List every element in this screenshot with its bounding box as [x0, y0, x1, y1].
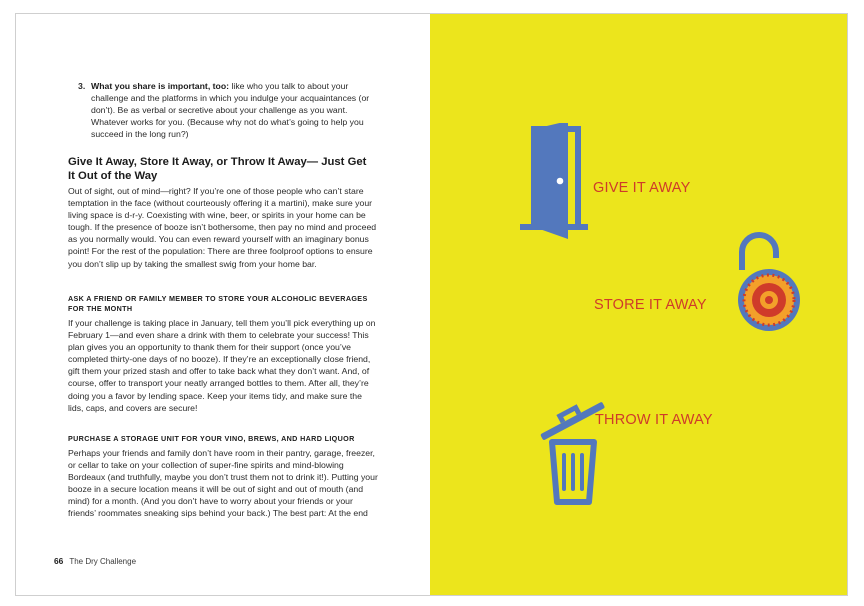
paragraph-storage-unit: Perhaps your friends and family don’t have room in their pantry, garage, freezer, or cellar to take on your collection of super-fine spirits and mind-blowing Bordeaux (and truthfully, maybe you don’t trust them not to drink it!). Putting your booze in a secure location means it will be out of sight and out of mouth (and mind) for a month. (And you don’t have to worry about your friends or your friends’ roommates sneaking sips behind your back.) The best part: At the end	[68, 448, 378, 519]
page-number: 66	[54, 556, 64, 566]
section-heading: Give It Away, Store It Away, or Throw It Away— Just Get It Out of the Way	[68, 156, 367, 182]
padlock-icon	[735, 226, 807, 334]
book-title: The Dry Challenge	[69, 557, 137, 566]
subheading-friend-storage: ASK A FRIEND OR FAMILY MEMBER TO STORE YOUR ALCOHOLIC BEVERAGES FOR THE MONTH	[68, 294, 368, 314]
open-door-icon	[518, 123, 590, 243]
item-text: like who you talk to about your challenge and the platforms in which you indulge your acquaintances (or don’t). Be as verbal or secretive about your challenge as you want. Whatever works for you. (Because why not do what’s going to help you succeed in the long run?)	[91, 81, 370, 140]
paragraph-intro: Out of sight, out of mind—right? If you’re one of those people who can’t stare temptation in the face (without courteously offering it a martini), make sure your living space is d-r-y. Coexisting with wine, beer, or spirits in your home can be tough. If the presence of booze isn’t bothersome, then pay no mind and proceed as you normally would. You can even reward yourself with an imaginary bonus point! For the rest of the population: There are three foolproof options to ensure you don’t slip up by taking the smallest swig from your home bar.	[68, 186, 377, 269]
item-lead-bold: What you share is important, too:	[91, 81, 230, 91]
book-spread	[15, 13, 848, 596]
left-page	[16, 14, 430, 595]
subheading-storage-unit: PURCHASE A STORAGE UNIT FOR YOUR VINO, BREWS, AND HARD LIQUOR	[68, 434, 355, 443]
page-footer	[54, 556, 136, 566]
give-it-away-label: GIVE IT AWAY	[593, 180, 691, 196]
illustration-page	[430, 14, 847, 595]
item-number: 3.	[78, 81, 86, 91]
store-it-away-label: STORE IT AWAY	[594, 297, 707, 313]
throw-it-away-label: THROW IT AWAY	[595, 412, 713, 428]
numbered-item-3	[78, 80, 371, 140]
paragraph-friend-storage: If your challenge is taking place in January, tell them you’ll pick everything up on February 1—and even share a drink with them to celebrate your success! This plan gives you an opportunity to thank them for their support (once you’ve completed thirty-one days of no booze). If they’re an exceptionally close friend, gift them your prized stash and offer to take back what they don’t want. And, of course, offer to transport your neatly arranged bottles to them. After all, they’re doing you a favor by lending space. Keep your items tidy, and make sure the lids, caps, and covers are secure!	[68, 318, 376, 413]
